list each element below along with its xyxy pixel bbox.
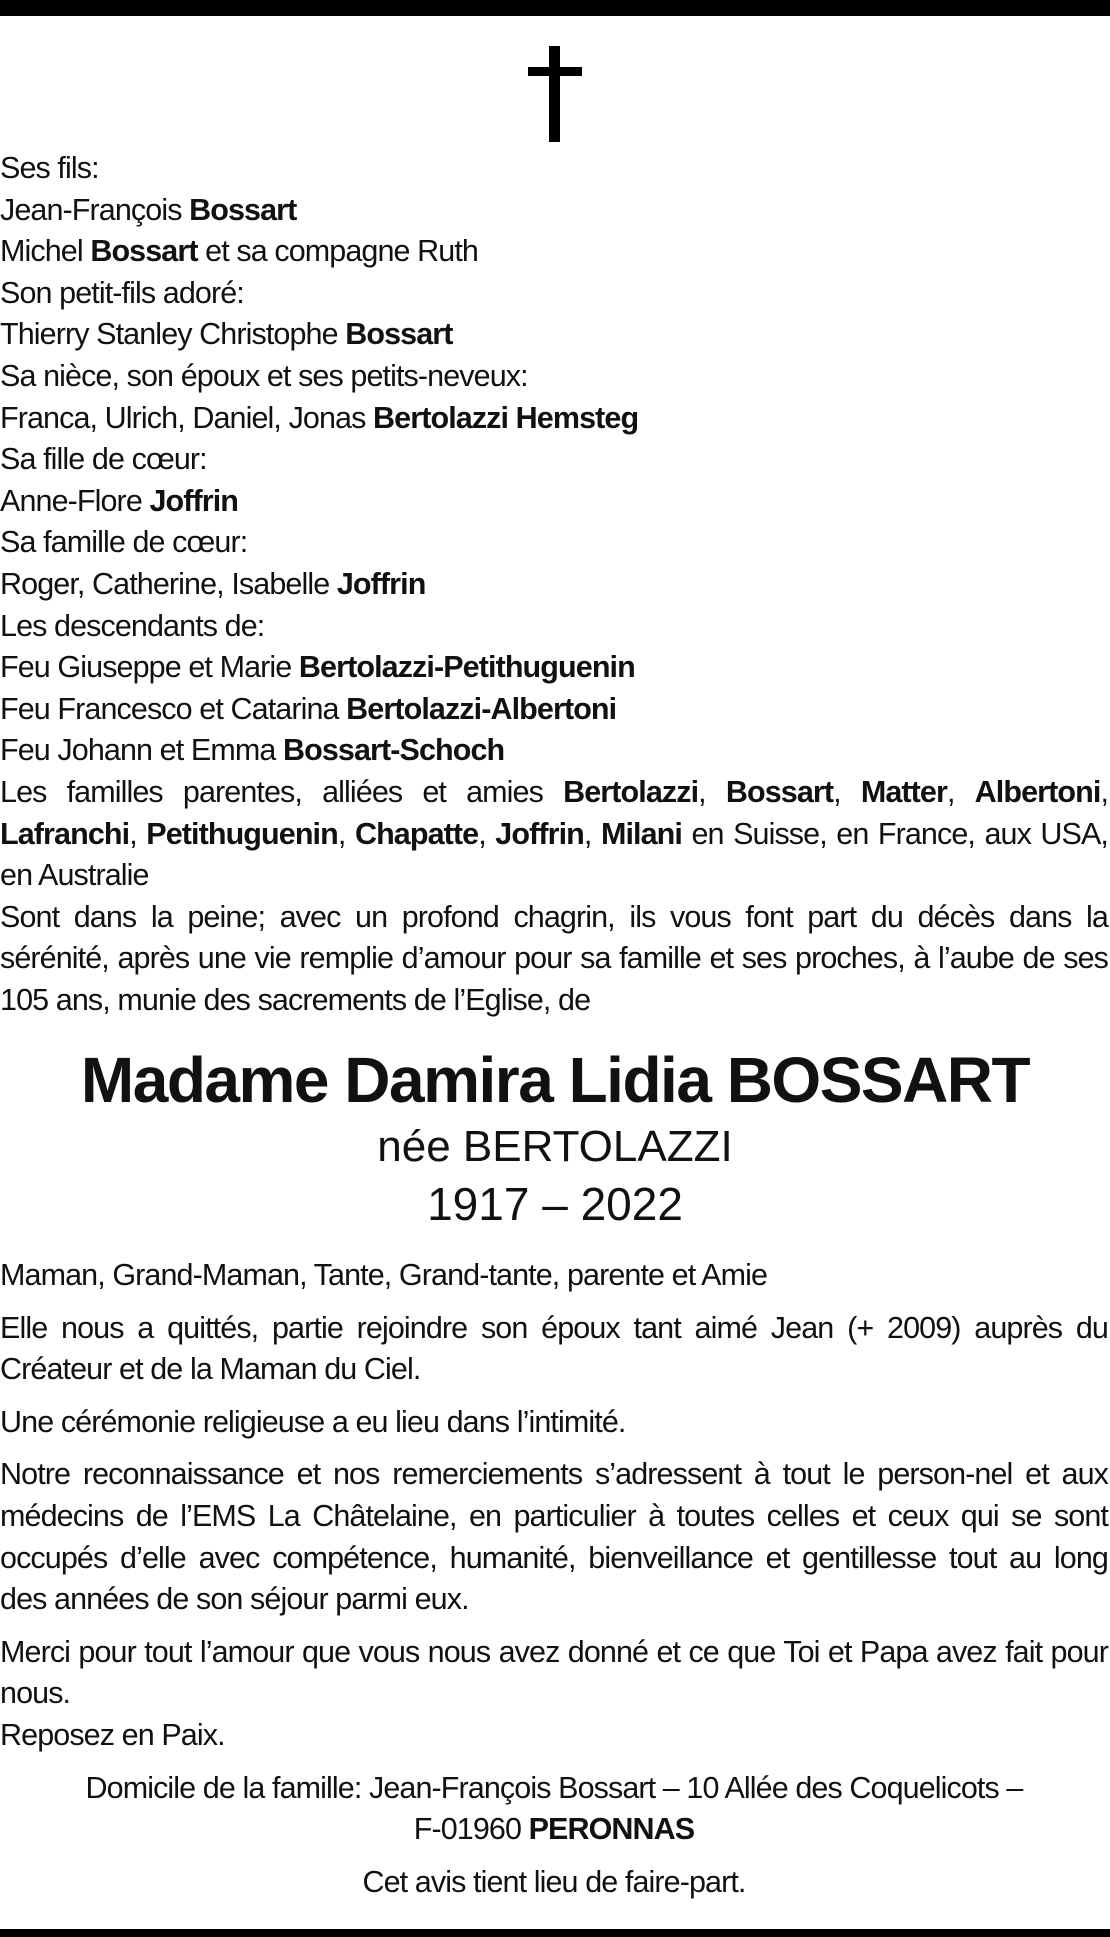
- rejoined-paragraph: Elle nous a quittés, partie rejoindre son époux tant aimé Jean (+ 2009) auprès du Créateur et de la Maman du Ciel.: [0, 1310, 1108, 1387]
- rest-in-peace: Reposez en Paix.: [0, 1717, 225, 1752]
- relative-family-name: Matter: [860, 774, 947, 809]
- maiden-name: née BERTOLAZZI: [377, 1122, 733, 1171]
- domicile-city: PERONNAS: [528, 1812, 695, 1847]
- descendants-label: Les descendants de:: [0, 608, 265, 643]
- niece-label: Sa nièce, son époux et ses petits-neveux:: [0, 358, 528, 393]
- relative-family-name: Joffrin: [495, 816, 584, 851]
- notice-body: [0, 1255, 1108, 1914]
- domicile-line-2: F-01960 PERONNAS: [413, 1812, 695, 1847]
- descendants-2: Feu Francesco et Catarina Bertolazzi-Albertoni: [0, 691, 617, 726]
- relatives: Les familles parentes, alliées et amies Bertolazzi, Bossart, Matter, Albertoni, Lafranchi, Petithuguenin, Chapatte, Joffrin, Milani en Suisse, en France, aux USA, en Australie: [0, 774, 1109, 893]
- relative-family-name: Bossart: [725, 774, 834, 809]
- relative-family-name: Petithuguenin: [146, 816, 338, 851]
- domicile-paragraph: [0, 1768, 1108, 1851]
- son-2: Michel Bossart et sa compagne Ruth: [0, 234, 478, 269]
- relative-family-name: Lafranchi: [0, 816, 130, 851]
- heart-daughter: Anne-Flore Joffrin: [0, 483, 239, 518]
- deceased-name: Madame Damira Lidia BOSSART: [80, 1044, 1030, 1116]
- bottom-border: [0, 1929, 1110, 1937]
- relative-family-name: Albertoni: [974, 774, 1101, 809]
- relative-family-name: Bertolazzi: [563, 774, 699, 809]
- son-1: Jean-François Bossart: [0, 192, 297, 227]
- love-text: Merci pour tout l’amour que vous nous avez donné et ce que Toi et Papa avez fait pour nous.: [0, 1634, 1108, 1711]
- descendants-1: Feu Giuseppe et Marie Bertolazzi-Petithuguenin: [0, 650, 635, 685]
- heart-family: Roger, Catherine, Isabelle Joffrin: [0, 566, 426, 601]
- heart-family-label: Sa famille de cœur:: [0, 525, 248, 560]
- announcement: Sont dans la peine; avec un profond chagrin, ils vous font part du décès dans la sérénité, après une vie remplie d’amour pour sa famille et ses proches, à l’aube de ses 105 ans, munie des sacrements de l’Eglise, de: [0, 899, 1108, 1017]
- grandson-label: Son petit-fils adoré:: [0, 275, 244, 310]
- thanks-paragraph: Notre reconnaissance et nos remerciements s’adressent à tout le person-nel et aux médecins de l’EMS La Châtelaine, en particulier à toutes celles et ceux qui se sont occupés d’elle avec compétence, humanité, bienveillance et gentillesse tout au long des années de son séjour parmi eux.: [0, 1457, 1108, 1617]
- roles-paragraph: Maman, Grand-Maman, Tante, Grand-tante, parente et Amie: [0, 1258, 768, 1292]
- niece-family: Franca, Ulrich, Daniel, Jonas Bertolazzi Hemsteg: [0, 400, 639, 435]
- closing-note: Cet avis tient lieu de faire-part.: [362, 1864, 746, 1899]
- heart-daughter-label: Sa fille de cœur:: [0, 442, 207, 477]
- top-border: [0, 0, 1110, 16]
- love-paragraph: [0, 1632, 1108, 1757]
- life-years: 1917 – 2022: [427, 1178, 683, 1230]
- relatives-names: Bertolazzi, Bossart, Matter, Albertoni, Lafranchi, Petithuguenin, Chapatte, Joffrin, Milani: [0, 774, 1109, 851]
- domicile-line-1: Domicile de la famille: Jean-François Bossart – 10 Allée des Coquelicots –: [85, 1770, 1023, 1805]
- sons-label: Ses fils:: [0, 151, 99, 185]
- relative-family-name: Chapatte: [354, 816, 479, 851]
- grandson: Thierry Stanley Christophe Bossart: [0, 317, 453, 352]
- ceremony-paragraph: Une cérémonie religieuse a eu lieu dans l’intimité.: [0, 1404, 626, 1439]
- relative-family-name: Milani: [600, 816, 682, 851]
- cross-icon: [528, 46, 582, 142]
- family-list: [0, 148, 1108, 1021]
- descendants-3: Feu Johann et Emma Bossart-Schoch: [0, 733, 505, 768]
